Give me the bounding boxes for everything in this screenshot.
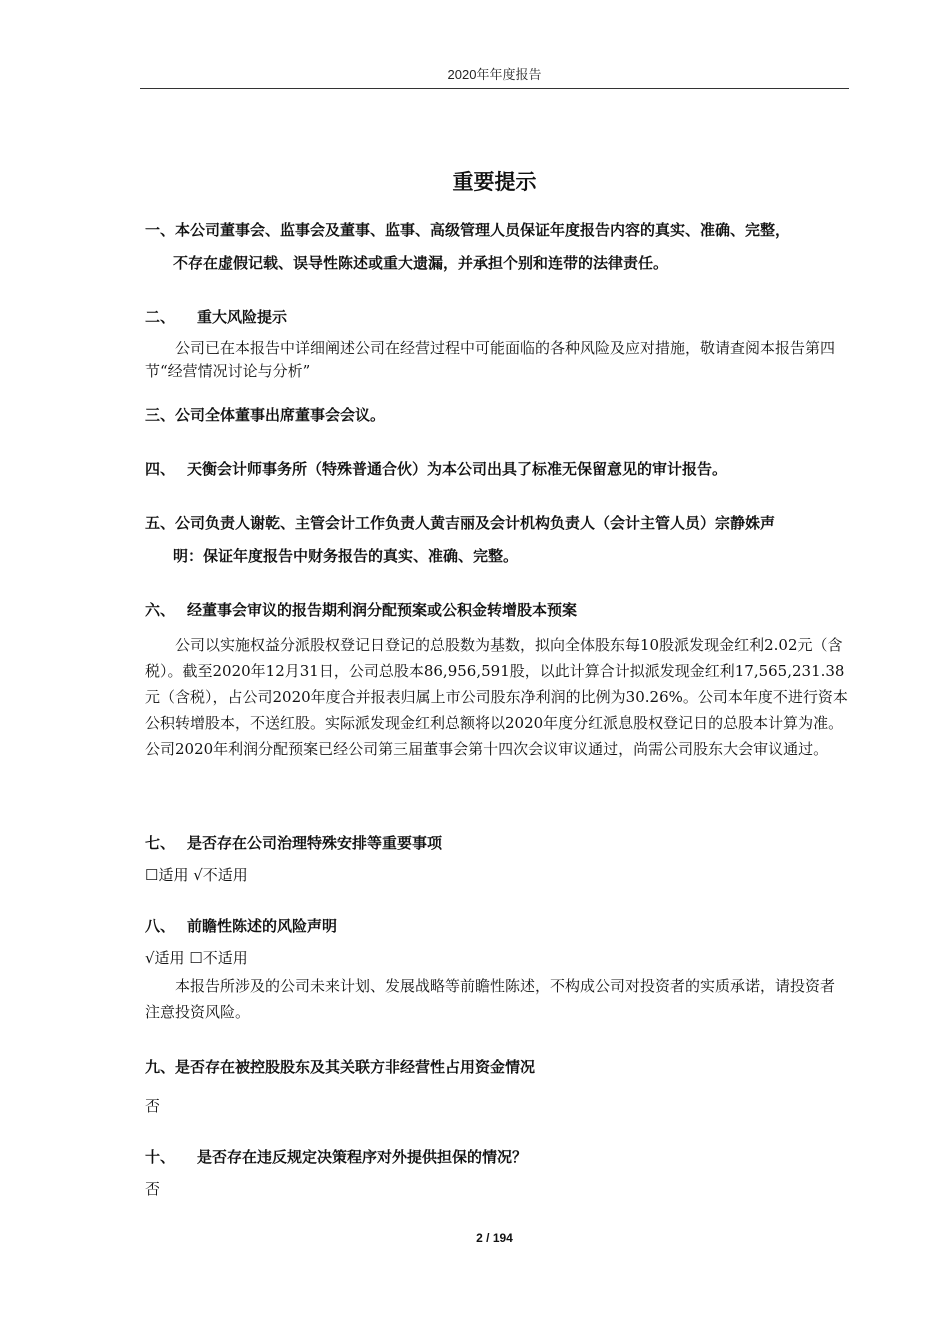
running-header: 2020年年度报告	[447, 67, 542, 82]
section-5-line-2: 明：保证年度报告中财务报告的真实、准确、完整。	[173, 547, 519, 565]
section-6-heading	[145, 599, 577, 620]
section-2-body: 公司已在本报告中详细阐述公司在经营过程中可能面临的各种风险及应对措施，敬请查阅本报告第四节“经营情况讨论与分析”	[145, 339, 836, 380]
section-1-line-1: 一、本公司董事会、监事会及董事、监事、高级管理人员保证年度报告内容的真实、准确、完整，	[145, 221, 791, 239]
section-3-heading: 三、公司全体董事出席董事会会议。	[145, 406, 386, 424]
header-rule	[140, 88, 849, 89]
section-7-applicability: ☐适用 √不适用	[145, 866, 248, 884]
section-2-heading	[145, 306, 287, 327]
section-10-answer: 否	[145, 1180, 161, 1198]
page-number: 2 / 194	[476, 1231, 513, 1245]
section-8-title: 前瞻性陈述的风险声明	[187, 917, 338, 935]
section-6-body: 公司以实施权益分派股权登记日登记的总股数为基数，拟向全体股东每10股派发现金红利2.02元（含税）。截至2020年12月31日，公司总股本86,956,591股，以此计算合计拟派发现金红利17,565,231.38元（含税），占公司2020年度合并报表归属上市公司股东净利润的比例为30.26%。公司本年度不进行资本公积转增股本，不送红股。实际派发现金红利总额将以2020年度分红派息股权登记日的总股本计算为准。公司2020年利润分配预案已经公司第三届董事会第十四次会议审议通过，尚需公司股东大会审议通过。	[145, 636, 848, 758]
section-7-number: 七、	[145, 834, 176, 852]
section-10-title: 是否存在违反规定决策程序对外提供担保的情况？	[197, 1148, 528, 1166]
section-4-number: 四、	[145, 460, 176, 478]
section-6-number: 六、	[145, 601, 176, 619]
section-7-heading	[145, 832, 442, 853]
section-9-heading: 九、是否存在被控股股东及其关联方非经营性占用资金情况	[145, 1058, 536, 1076]
section-4-title: 天衡会计师事务所（特殊普通合伙）为本公司出具了标准无保留意见的审计报告。	[187, 460, 728, 478]
section-5-line-1: 五、公司负责人谢乾、主管会计工作负责人黄吉丽及会计机构负责人（会计主管人员）宗静姝声	[145, 514, 776, 532]
section-6-title: 经董事会审议的报告期利润分配预案或公积金转增股本预案	[187, 601, 578, 619]
section-9-answer: 否	[145, 1097, 161, 1115]
section-8-applicability: √适用 ☐不适用	[145, 949, 248, 967]
section-4-heading	[145, 458, 727, 479]
section-8-body: 本报告所涉及的公司未来计划、发展战略等前瞻性陈述，不构成公司对投资者的实质承诺，请投资者注意投资风险。	[145, 977, 836, 1021]
section-2-number: 二、	[145, 308, 176, 326]
section-8-number: 八、	[145, 917, 176, 935]
section-10-heading	[145, 1146, 527, 1167]
section-7-title: 是否存在公司治理特殊安排等重要事项	[187, 834, 443, 852]
section-1-line-2: 不存在虚假记载、误导性陈述或重大遗漏，并承担个别和连带的法律责任。	[173, 254, 669, 272]
section-2-title: 重大风险提示	[197, 308, 288, 326]
section-8-heading	[145, 915, 337, 936]
section-10-number: 十、	[145, 1148, 176, 1166]
page-title: 重要提示	[452, 170, 537, 194]
